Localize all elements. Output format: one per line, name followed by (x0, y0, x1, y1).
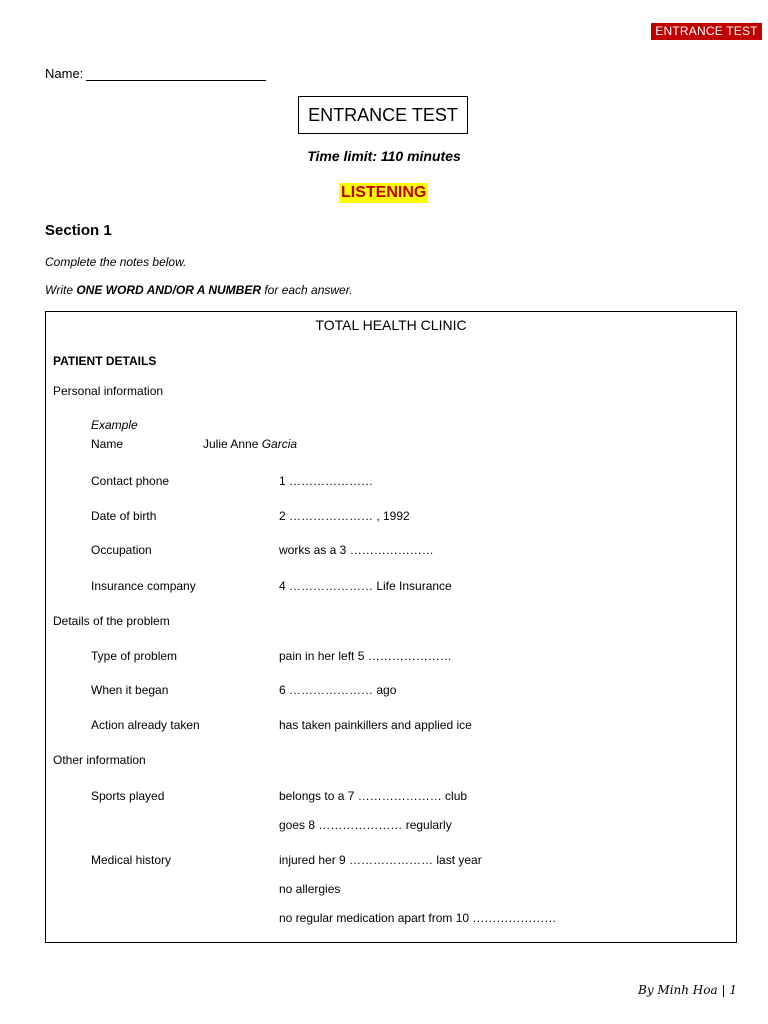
answer-4-field[interactable]: 4 ………………… Life Insurance (279, 579, 452, 593)
answer-3-field[interactable]: works as a 3 ………………… (279, 543, 434, 557)
answer-10-field[interactable]: no regular medication apart from 10 ………………… (279, 911, 557, 925)
personal-info-heading: Personal information (53, 384, 164, 398)
answer-8-field[interactable]: goes 8 ………………… regularly (279, 818, 452, 832)
action-taken-value: has taken painkillers and applied ice (279, 718, 472, 732)
page-title: ENTRANCE TEST (298, 96, 468, 134)
example-value-plain: Julie Anne (203, 437, 262, 451)
problem-heading: Details of the problem (53, 614, 170, 628)
answer-2-field[interactable]: 2 ………………… , 1992 (279, 509, 410, 523)
time-limit: Time limit: 110 minutes (307, 148, 461, 164)
instruction-bold: ONE WORD AND/OR A NUMBER (76, 283, 262, 297)
answer-5-field[interactable]: pain in her left 5 ………………… (279, 649, 452, 663)
patient-details-heading: PATIENT DETAILS (53, 354, 157, 368)
page-footer: By Minh Hoa | 1 (638, 983, 737, 997)
name-line (45, 66, 266, 81)
insurance-company-label: Insurance company (91, 579, 196, 593)
header-tag: ENTRANCE TEST (651, 23, 762, 40)
notes-title: TOTAL HEALTH CLINIC (315, 317, 467, 333)
name-underline[interactable] (86, 68, 266, 81)
notes-box (45, 311, 737, 943)
answer-9-field[interactable]: injured her 9 ………………… last year (279, 853, 482, 867)
no-allergies-text: no allergies (279, 882, 341, 896)
instruction-line-1: Complete the notes below. (45, 255, 187, 269)
listening-heading: LISTENING (341, 184, 427, 201)
sports-played-label: Sports played (91, 789, 165, 803)
name-label: Name: (45, 66, 84, 81)
answer-1-field[interactable]: 1 ………………… (279, 474, 374, 488)
example-value (203, 437, 297, 451)
medical-history-label: Medical history (91, 853, 172, 867)
instruction-line-2 (45, 283, 353, 297)
occupation-label: Occupation (91, 543, 152, 557)
example-label: Example (91, 418, 138, 432)
section-title: Section 1 (45, 222, 112, 239)
contact-phone-label: Contact phone (91, 474, 170, 488)
answer-7-field[interactable]: belongs to a 7 ………………… club (279, 789, 468, 803)
answer-6-field[interactable]: 6 ………………… ago (279, 683, 397, 697)
example-field: Name (91, 437, 124, 451)
instruction-prefix: Write (45, 283, 77, 297)
action-taken-label: Action already taken (91, 718, 200, 732)
date-of-birth-label: Date of birth (91, 509, 157, 523)
when-it-began-label: When it began (91, 683, 169, 697)
other-info-heading: Other information (53, 753, 146, 767)
example-value-italic: Garcia (261, 437, 298, 451)
instruction-suffix: for each answer. (261, 283, 353, 297)
type-of-problem-label: Type of problem (91, 649, 178, 663)
